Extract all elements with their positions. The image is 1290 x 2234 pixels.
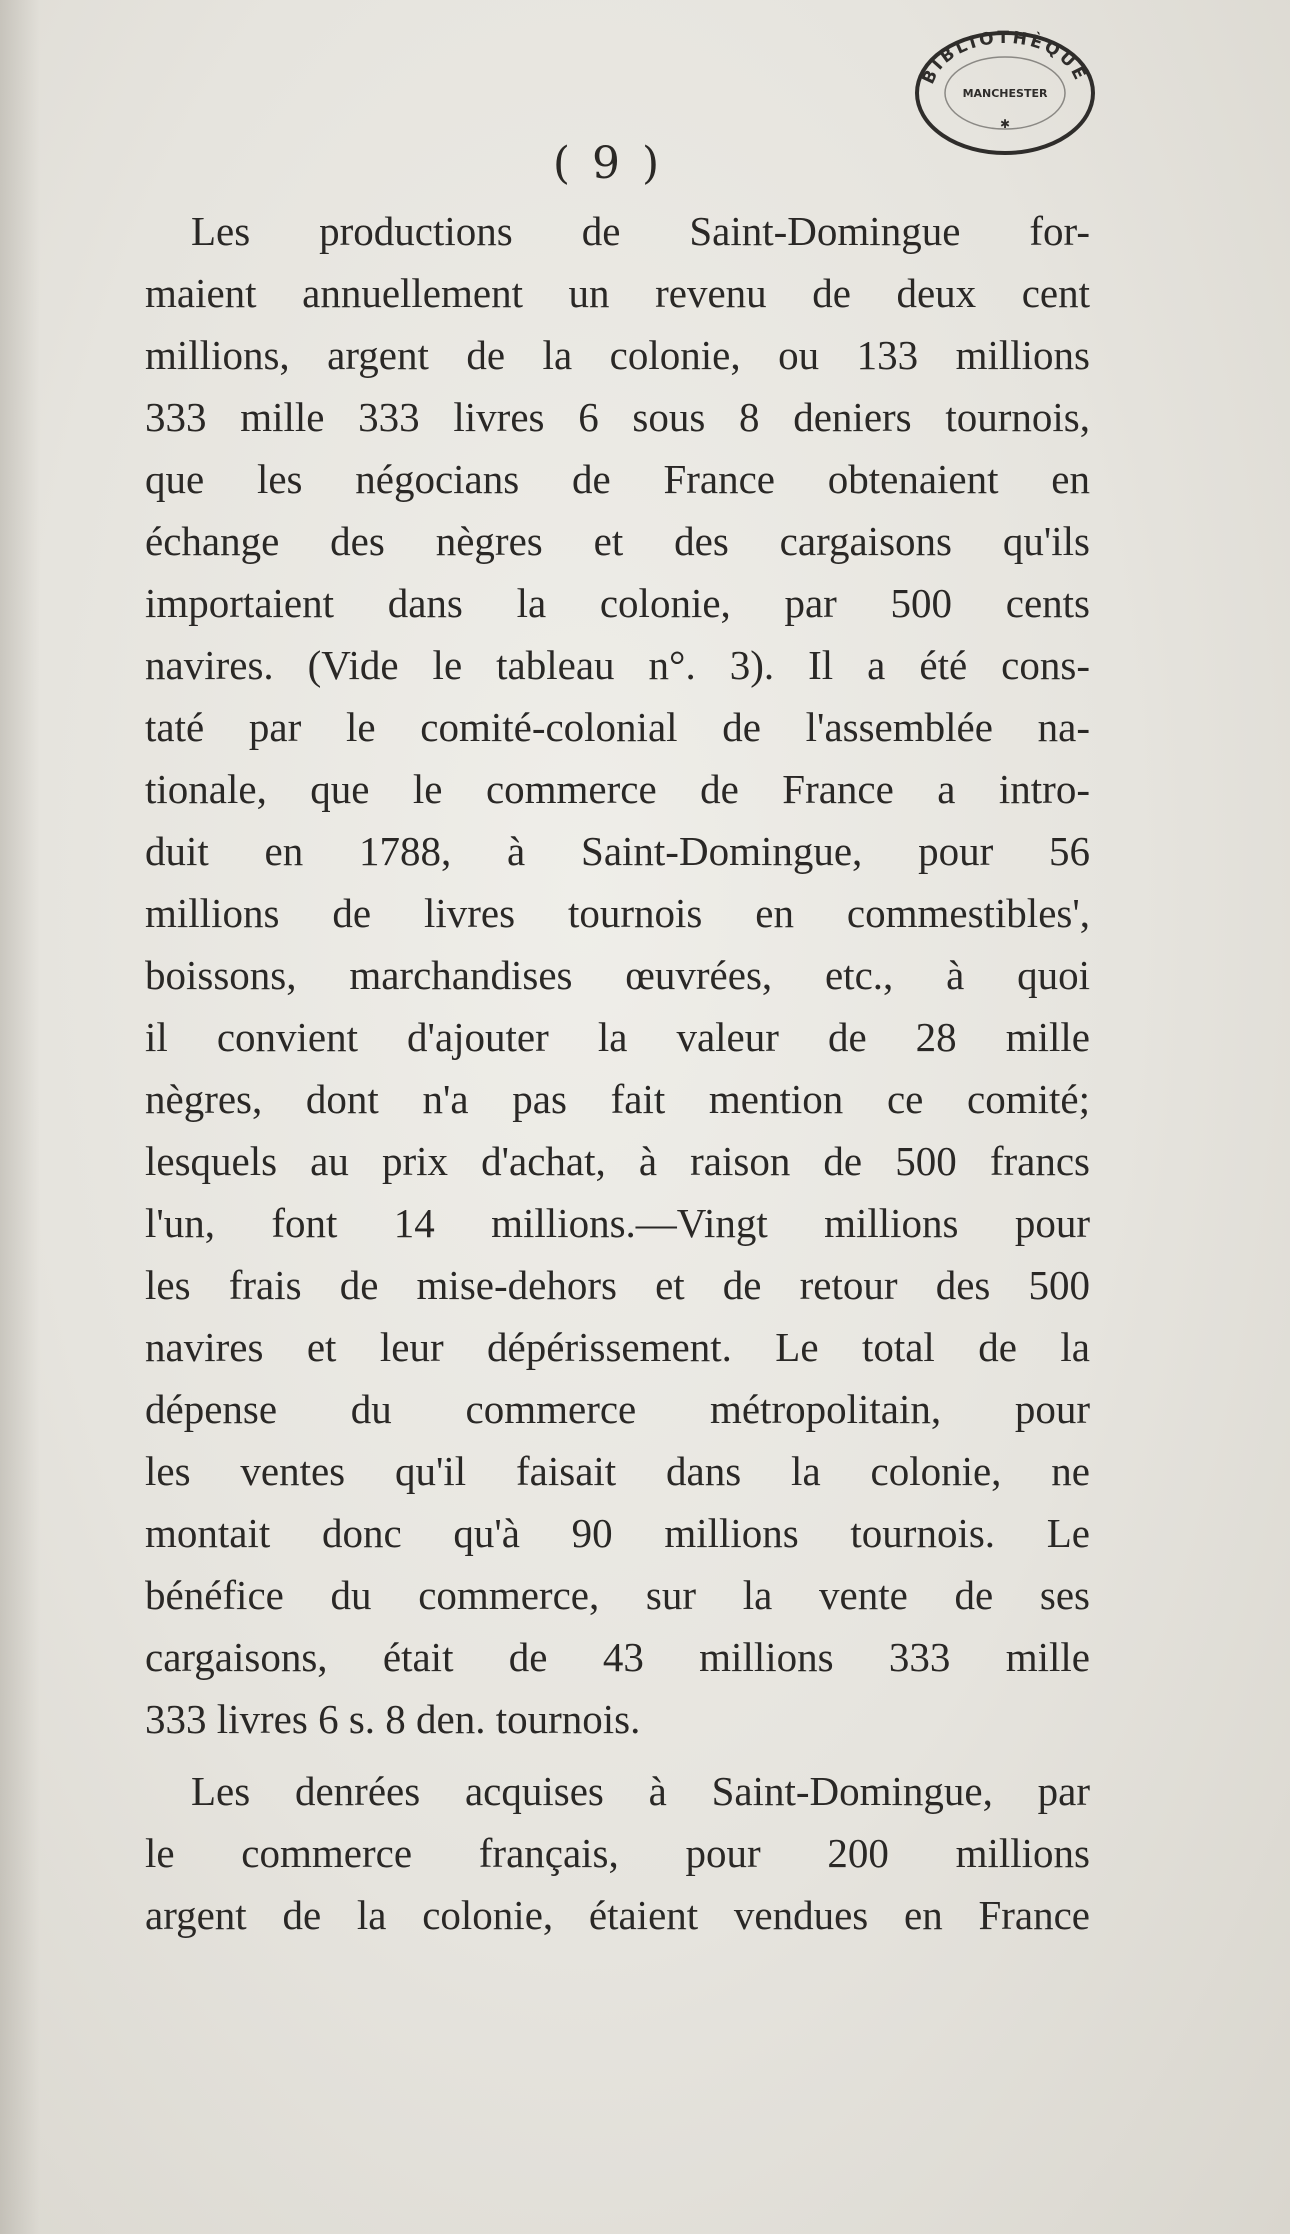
text-line: Les denrées acquises à Saint-Domingue, par <box>191 1768 1090 1814</box>
stamp-star-icon: ✱ <box>999 117 1011 131</box>
text-line: les ventes qu'il faisait dans la colonie, ne <box>145 1448 1090 1494</box>
paragraph-gap <box>145 1750 1090 1760</box>
text-line: les frais de mise-dehors et de retour des 500 <box>145 1262 1090 1308</box>
text-line: taté par le comité-colonial de l'assemblée na- <box>145 704 1090 750</box>
text-line: maient annuellement un revenu de deux cent <box>145 270 1090 316</box>
text-line: 333 mille 333 livres 6 sous 8 deniers tournois, <box>145 394 1090 440</box>
paragraph <box>145 1760 1090 1946</box>
text-line: argent de la colonie, étaient vendues en France <box>145 1892 1090 1938</box>
text-line: boissons, marchandises œuvrées, etc., à quoi <box>145 952 1090 998</box>
page-shadow <box>0 0 40 2234</box>
text-line: le commerce français, pour 200 millions <box>145 1830 1090 1876</box>
text-line: bénéfice du commerce, sur la vente de ses <box>145 1572 1090 1618</box>
text-line: échange des nègres et des cargaisons qu'ils <box>145 518 1090 564</box>
text-line: lesquels au prix d'achat, à raison de 500 francs <box>145 1138 1090 1184</box>
body-text <box>145 200 1090 1946</box>
text-line: navires. (Vide le tableau n°. 3). Il a été cons- <box>145 642 1090 688</box>
text-line: importaient dans la colonie, par 500 cents <box>145 580 1090 626</box>
text-line: il convient d'ajouter la valeur de 28 mille <box>145 1014 1090 1060</box>
text-line: millions de livres tournois en commestibles', <box>145 890 1090 936</box>
text-line: tionale, que le commerce de France a intro- <box>145 766 1090 812</box>
text-line: 333 livres 6 s. 8 den. tournois. <box>145 1696 641 1742</box>
text-line: Les productions de Saint-Domingue for- <box>191 208 1090 254</box>
text-line: montait donc qu'à 90 millions tournois. Le <box>145 1510 1090 1556</box>
paragraph <box>145 200 1090 1750</box>
text-line: nègres, dont n'a pas fait mention ce comité; <box>145 1076 1090 1122</box>
text-line: cargaisons, était de 43 millions 333 mille <box>145 1634 1090 1680</box>
page-number: ( 9 ) <box>552 138 664 189</box>
stamp-center-text: MANCHESTER <box>962 87 1048 100</box>
library-stamp <box>910 28 1100 158</box>
text-line: l'un, font 14 millions.—Vingt millions pour <box>145 1200 1090 1246</box>
text-line: millions, argent de la colonie, ou 133 millions <box>145 332 1090 378</box>
text-line: navires et leur dépérissement. Le total de la <box>145 1324 1090 1370</box>
text-line: duit en 1788, à Saint-Domingue, pour 56 <box>145 828 1090 874</box>
stamp-ring-text: BIBLIOTHÈQUE <box>918 28 1091 88</box>
text-line: que les négocians de France obtenaient en <box>145 456 1090 502</box>
text-line: dépense du commerce métropolitain, pour <box>145 1386 1090 1432</box>
